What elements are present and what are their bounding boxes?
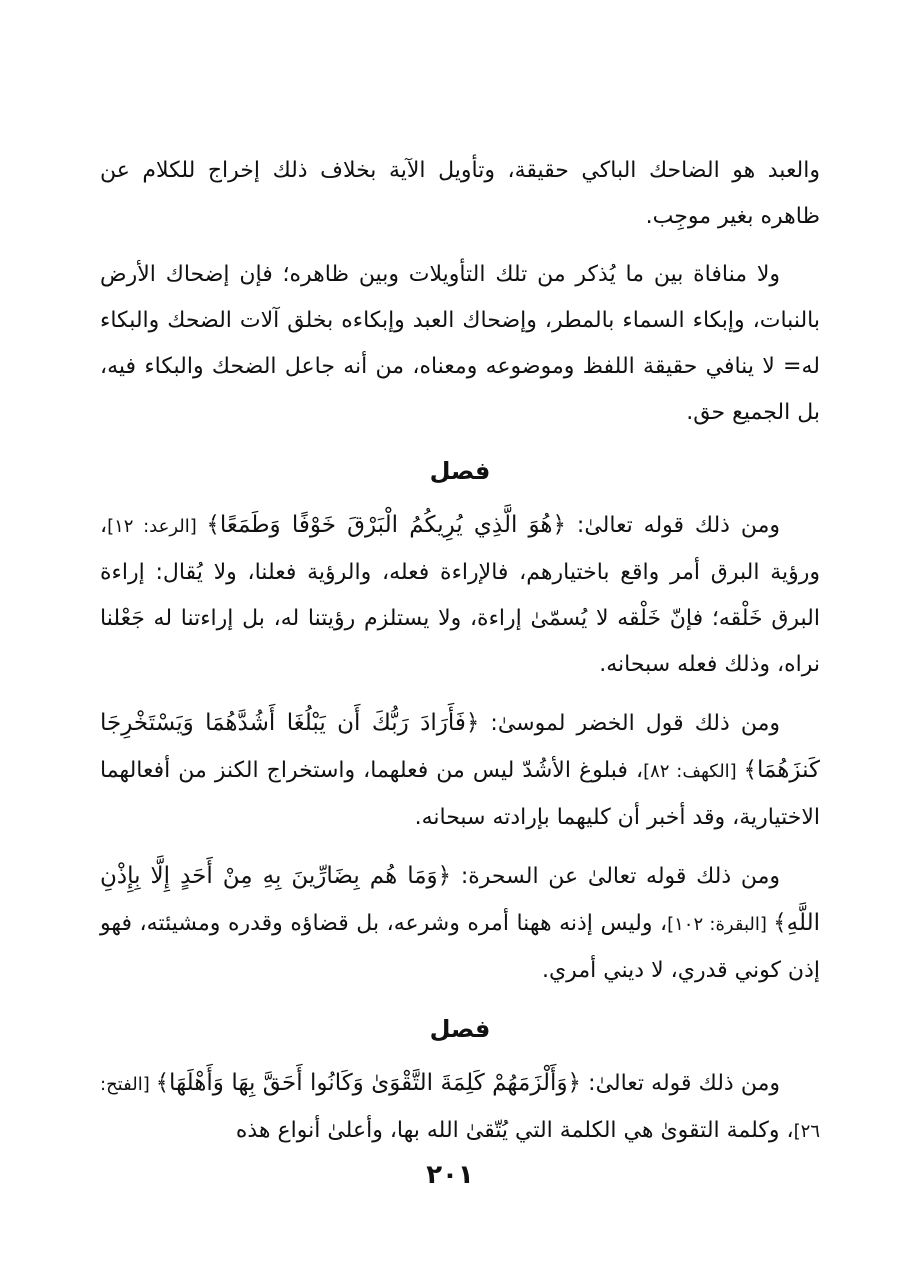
paragraph-5-intro: ومن ذلك قوله تعالىٰ عن السحرة: (451, 864, 781, 889)
citation-fath: [الفتح: ٢٦] (100, 1074, 820, 1142)
paragraph-1 (100, 148, 820, 240)
paragraph-4-intro: ومن ذلك قول الخضر لموسىٰ: (479, 711, 781, 736)
paragraph-6-intro: ومن ذلك قوله تعالىٰ: (581, 1071, 780, 1096)
paragraph-6-body: ، وكلمة التقوىٰ هي الكلمة التي يُتّقىٰ الله بها، وأعلىٰ أنواع هذه (235, 1118, 794, 1143)
section-heading-2: فصل (429, 1015, 491, 1043)
paragraph-1-text: والعبد هو الضاحك الباكي حقيقة، وتأويل الآية بخلاف ذلك إخراج للكلام عن ظاهره بغير موجِب. (100, 158, 820, 229)
page-number: ٢٠١ (426, 1160, 474, 1190)
page-body (100, 148, 820, 1167)
paragraph-4-body: ، فبلوغ الأشُدّ ليس من فعلهما، واستخراج الكنز من أفعالهما الاختيارية، وقد أخبر أن كليهما بإرادته سبحانه. (100, 758, 820, 830)
paragraph-2-text: ولا منافاة بين ما يُذكر من تلك التأويلات وبين ظاهره؛ فإن إضحاك الأرض بالنبات، وإبكاء السماء بالمطر، وإضحاك العبد وإبكاءه بخلق آلات الضحك والبكاء له= لا ينافي حقيقة اللفظ وموضوعه ومعناه، من أنه جاعل الضحك والبكاء فيه، بل الجميع حق. (100, 262, 820, 425)
paragraph-5 (100, 853, 820, 994)
paragraph-3 (100, 502, 820, 688)
quran-verse-raad: ﴿هُوَ الَّذِي يُرِيكُمُ الْبَرْقَ خَوْفًا وَطَمَعًا﴾ (206, 512, 567, 538)
citation-baqarah: [البقرة: ١٠٢] (667, 914, 774, 935)
paragraph-6 (100, 1060, 820, 1155)
paragraph-5-body: ، وليس إذنه ههنا أمره وشرعه، بل قضاؤه وقدره ومشيئته، فهو إذن كوني قدري، لا ديني أمري. (100, 911, 820, 983)
paragraph-2 (100, 252, 820, 436)
paragraph-3-body: ، ورؤية البرق أمر واقع باختيارهم، فالإراءة فعله، والرؤية فعلنا، ولا يُقال: إراءة البرق خَلْقه؛ فإنّ خَلْقه لا يُسمّىٰ إراءة، ولا يستلزم رؤيتنا له، بل إراءتنا له جَعْلنا نراه، وذلك فعله سبحانه. (100, 513, 820, 677)
section-heading-1: فصل (429, 457, 491, 485)
quran-verse-fath: ﴿وَأَلْزَمَهُمْ كَلِمَةَ التَّقْوَىٰ وَكَانُوا أَحَقَّ بِهَا وَأَهْلَهَا﴾ (155, 1070, 582, 1096)
citation-raad: [الرعد: ١٢] (107, 516, 207, 537)
quran-verse-kahf: ﴿فَأَرَادَ رَبُّكَ أَن يَبْلُغَا أَشُدَّهُمَا وَيَسْتَخْرِجَا كَنزَهُمَا﴾ (100, 710, 820, 783)
paragraph-3-intro: ومن ذلك قوله تعالىٰ: (566, 513, 780, 538)
quran-verse-baqarah: ﴿وَمَا هُم بِضَارِّينَ بِهِ مِنْ أَحَدٍ إِلَّا بِإِذْنِ اللَّهِ﴾ (100, 863, 820, 936)
paragraph-4 (100, 700, 820, 841)
citation-kahf: [الكهف: ٨٢] (643, 761, 744, 782)
